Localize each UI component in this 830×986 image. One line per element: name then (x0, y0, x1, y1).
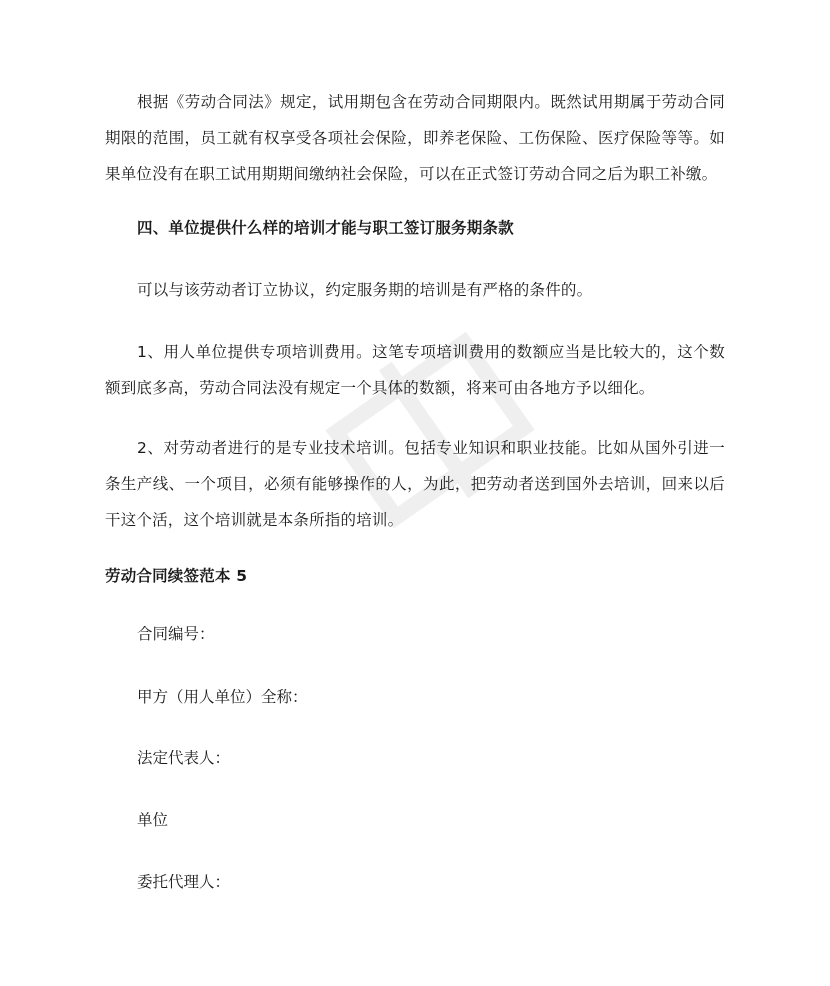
paragraph-service-agreement: 可以与该劳动者订立协议，约定服务期的培训是有严格的条件的。 (137, 281, 593, 299)
party-a-label: 甲方（用人单位）全称： (137, 688, 308, 706)
paragraph-training-fee: 1、用人单位提供专项培训费用。这笔专项培训费用的数额应当是比较大的，这个数额到底多高，劳动合同法没有规定一个具体的数额，将来可由各地方予以细化。 (105, 343, 725, 397)
legal-representative-label: 法定代表人： (137, 749, 231, 767)
heading-section-four: 四、单位提供什么样的培训才能与职工签订服务期条款 (137, 219, 514, 237)
paragraph-technical-training: 2、对劳动者进行的是专业技术培训。包括专业知识和职业技能。比如从国外引进一条生产线、一个项目，必须有能够操作的人，为此，把劳动者送到国外去培训，回来以后干这个活，这个培训就是本条所指的培训。 (105, 439, 725, 529)
section-title: 劳动合同续签范本 5 (105, 567, 248, 585)
unit-label: 单位 (137, 811, 169, 829)
paragraph-probation-insurance: 根据《劳动合同法》规定，试用期包含在劳动合同期限内。既然试用期属于劳动合同期限的范围，员工就有权享受各项社会保险，即养老保险、工伤保险、医疗保险等等。如果单位没有在职工试用期期间缴纳社会保险，可以在正式签订劳动合同之后为职工补缴。 (105, 93, 725, 183)
contract-number-label: 合同编号： (137, 625, 215, 643)
agent-label: 委托代理人： (137, 873, 231, 891)
